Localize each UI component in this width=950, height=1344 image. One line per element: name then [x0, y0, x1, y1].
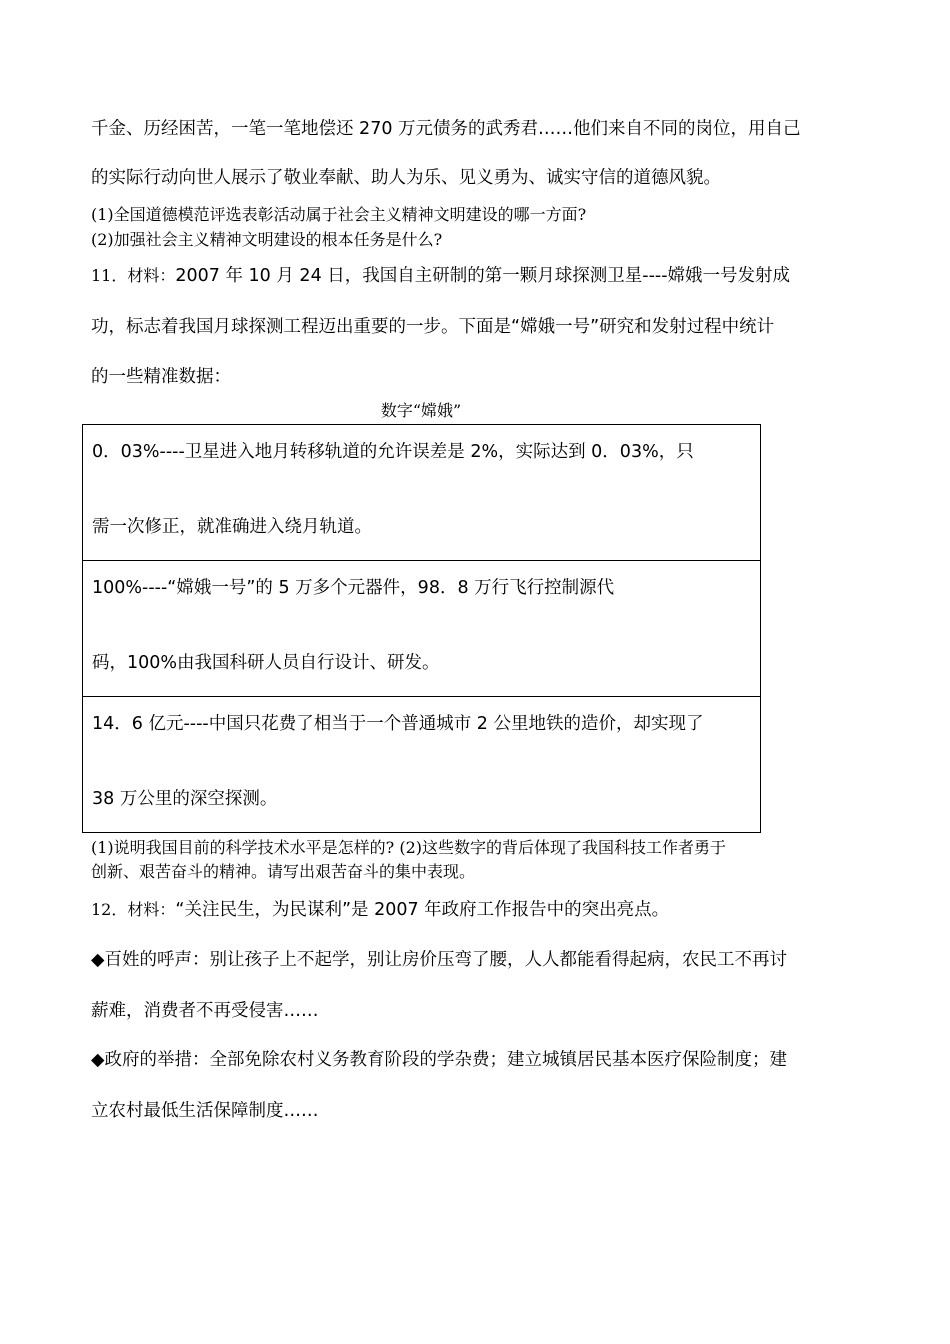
q11-material-line-1: [91, 262, 790, 287]
data-table: [82, 424, 761, 833]
q10-subquestion-1: (1)全国道德模范评选表彰活动属于社会主义精神文明建设的哪一方面?: [91, 205, 587, 224]
q10-material-line-2: 的实际行动向世人展示了敬业奉献、助人为乐、见义勇为、诚实守信的道德风貌。: [91, 168, 721, 188]
q11-material-line-3: 的一些精准数据：: [91, 367, 231, 387]
table-caption: 数字“嫦娥”: [380, 401, 462, 420]
table-row: [83, 696, 760, 832]
table-row: [83, 425, 760, 560]
q10-material-line-1: 千金、历经困苦，一笔一笔地偿还 270 万元债务的武秀君……他们来自不同的岗位，用自己: [91, 119, 801, 139]
table-row-line-1: 14．6 亿元----中国只花费了相当于一个普通城市 2 公里地铁的造价，却实现了: [92, 714, 704, 734]
q12-voice-line-1: ◆百姓的呼声：别让孩子上不起学，别让房价压弯了腰，人人都能看得起病，农民工不再讨: [91, 950, 787, 970]
q10-subquestion-2: (2)加强社会主义精神文明建设的根本任务是什么?: [91, 230, 443, 249]
q11-question-line-2: 创新、艰苦奋斗的精神。请写出艰苦奋斗的集中表现。: [91, 862, 476, 881]
q11-question-line-1: (1)说明我国目前的科学技术水平是怎样的? (2)这些数字的背后体现了我国科技工作者勇于: [91, 838, 726, 857]
table-row: [83, 560, 760, 696]
q12-material-line-1: [91, 896, 669, 921]
q12-material-text: “关注民生，为民谋利”是 2007 年政府工作报告中的突出亮点。: [175, 900, 670, 920]
q11-number: 11．材料：: [91, 266, 176, 285]
table-row-line-2: 需一次修正，就准确进入绕月轨道。: [92, 517, 372, 537]
table-row-line-1: 0．03%----卫星进入地月转移轨道的允许误差是 2%，实际达到 0．03%，只: [92, 442, 694, 462]
q12-government-line-1: ◆政府的举措：全部免除农村义务教育阶段的学杂费；建立城镇居民基本医疗保险制度；建: [91, 1050, 787, 1070]
table-row-line-1: 100%----“嫦娥一号”的 5 万多个元器件，98．8 万行飞行控制源代: [92, 578, 615, 598]
table-row-line-2: 38 万公里的深空探测。: [92, 789, 278, 809]
q12-number: 12．材料：: [91, 900, 176, 919]
q12-government-line-2: 立农村最低生活保障制度……: [91, 1101, 319, 1121]
table-row-line-2: 码，100%由我国科研人员自行设计、研发。: [92, 653, 440, 673]
q11-material-text: 2007 年 10 月 24 日，我国自主研制的第一颗月球探测卫星----嫦娥一号发射成: [175, 266, 791, 286]
q12-voice-line-2: 薪难，消费者不再受侵害……: [91, 1001, 319, 1021]
q11-material-line-2: 功，标志着我国月球探测工程迈出重要的一步。下面是“嫦娥一号”研究和发射过程中统计: [91, 317, 775, 337]
